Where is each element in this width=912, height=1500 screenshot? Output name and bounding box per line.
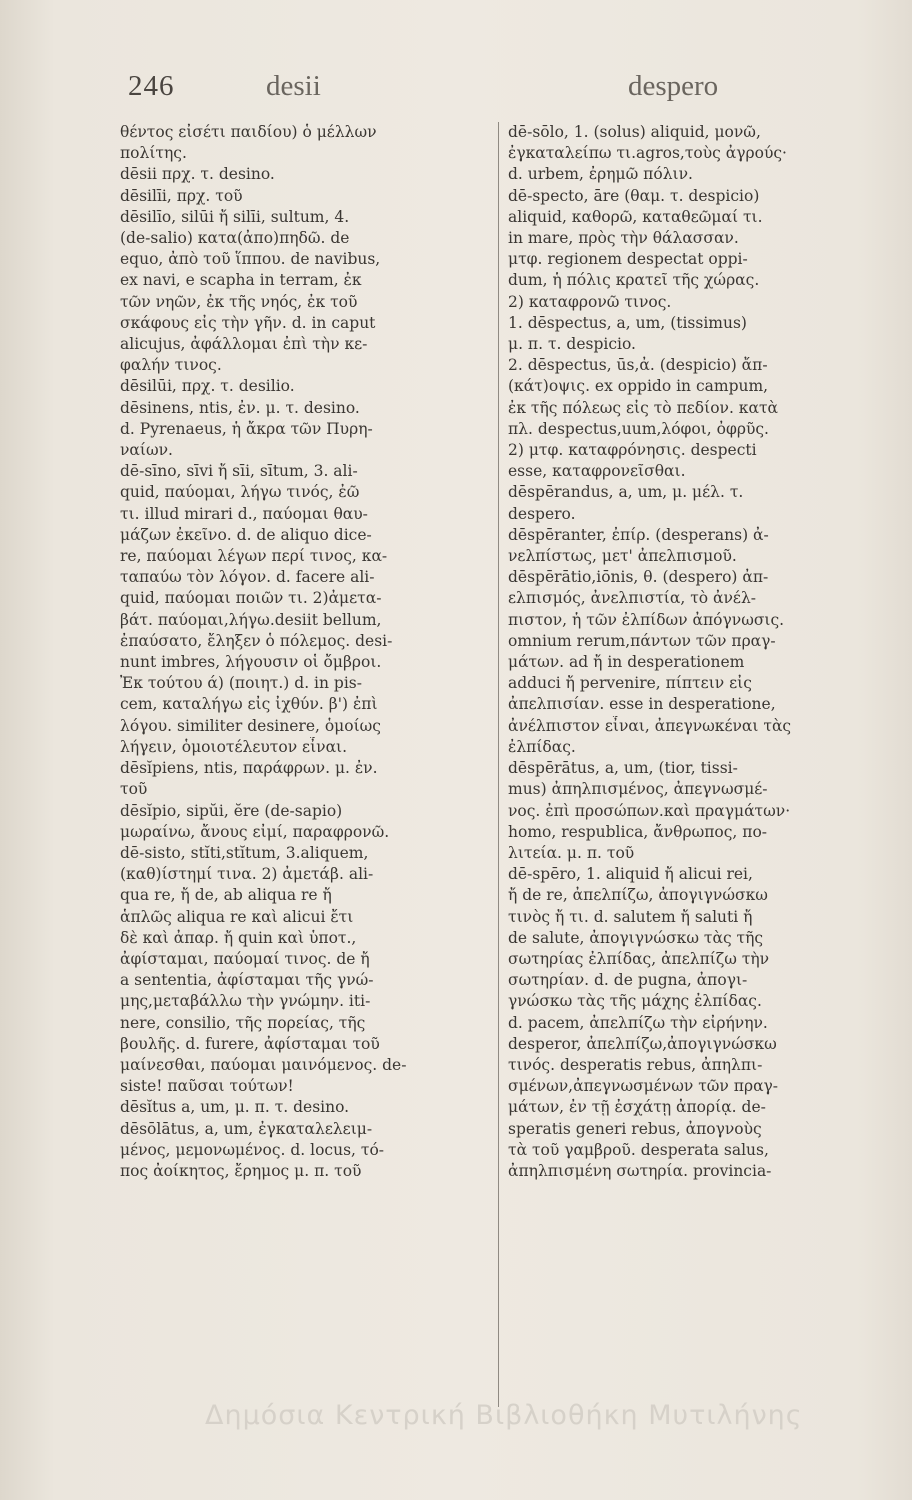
entry-line: ἁπλῶς aliqua re καὶ alicui ἔτι [120, 907, 354, 926]
entry-line: dē-specto, āre (θαμ. τ. despicio) [508, 186, 760, 205]
entry-line: βάτ. παύομαι,λήγω.desiit bellum, [120, 610, 382, 629]
entry-line: μάζων ἐκεῖνο. d. de aliquo dice- [120, 525, 372, 544]
entry-line: dēsinens, ntis, ἐν. μ. τ. desino. [120, 398, 360, 417]
entry-line: νος. ἐπὶ προσώπων.καὶ πραγμάτων· [508, 801, 791, 820]
entry-line: speratis generi rebus, ἀπογνοὺς [508, 1119, 762, 1138]
entry-line: a sententia, ἀφίσταμαι τῆς γνώ- [120, 971, 374, 990]
entry-line: d. pacem, ἀπελπίζω τὴν εἰρήνην. [508, 1013, 768, 1032]
entry-line: νελπίστως, μετ' ἀπελπισμοῦ. [508, 547, 737, 566]
entry-line: ἤ de re, ἀπελπίζω, ἀπογιγνώσκω [508, 886, 768, 905]
entry-line: omnium rerum,πάντων τῶν πραγ- [508, 631, 776, 650]
entry-line: qua re, ἤ de, ab aliqua re ἤ [120, 886, 332, 905]
entry-line: 2) καταφρονῶ τινος. [508, 292, 672, 311]
entry-line: dē-sōlo, 1. (solus) aliquid, μονῶ, [508, 123, 761, 141]
entry-line: σκάφους εἰς τὴν γῆν. d. in caput [120, 313, 376, 332]
entry-line: ἀνέλπιστον εἶναι, ἀπεγνωκέναι τὰς [508, 716, 792, 735]
entry-line: ταπαύω τὸν λόγον. d. facere ali- [120, 568, 375, 587]
entry-line: μαίνεσθαι, παύομαι μαινόμενος. de- [120, 1055, 407, 1074]
entry-line: dēsilīo, silūi ἤ silīi, sultum, 4. [120, 207, 350, 226]
entry-line: πολίτης. [120, 144, 187, 163]
entry-line: τῶν νηῶν, ἐκ τῆς νηός, ἐκ τοῦ [120, 292, 358, 311]
entry-line: ex navi, e scapha in terram, ἐκ [120, 271, 362, 290]
entry-line: ἐγκαταλείπω τι.agros,τοὺς ἀγρούς· [508, 144, 787, 163]
entry-line: ναίων. [120, 441, 173, 460]
entry-line: μης,μεταβάλλω τὴν γνώμην. iti- [120, 992, 371, 1011]
entry-line: ἐκ τῆς πόλεως εἰς τὸ πεδίον. κατὰ [508, 398, 779, 417]
entry-line: τινὸς ἤ τι. d. salutem ἤ saluti ἤ [508, 907, 753, 926]
entry-line: θέντος εἰσέτι παιδίου) ὁ μέλλων [120, 123, 377, 141]
left-column [120, 122, 498, 1182]
right-guide-word: despero [628, 70, 719, 102]
entry-line: cem, καταλήγω εἰς ἰχθύν. β') ἐπὶ [120, 695, 378, 714]
entry-line: 2) μτφ. καταφρόνησις. despecti [508, 441, 757, 460]
entry-line: dēsĭpio, sipŭi, ĕre (de-sapio) [120, 801, 343, 820]
entry-line: τινός. desperatis rebus, ἀπηλπι- [508, 1055, 763, 1074]
entry-line: μένος, μεμονωμένος. d. locus, τό- [120, 1140, 385, 1159]
entry-line: τὰ τοῦ γαμβροῦ. desperata salus, [508, 1140, 769, 1159]
entry-line: homo, respublica, ἄνθρωπος, πο- [508, 822, 768, 841]
entry-line: adduci ἤ pervenire, πίπτειν εἰς [508, 674, 752, 693]
entry-line: dēsilūi, πρχ. τ. desilio. [120, 377, 295, 396]
entry-line: ελπισμός, ἀνελπιστία, τὸ ἀνέλ- [508, 589, 757, 608]
entry-line: λιτεία. μ. π. τοῦ [508, 843, 635, 862]
entry-line: (de-salio) κατα(ἀπο)πηδῶ. de [120, 229, 350, 248]
entry-line: ἀπηλπισμένη σωτηρία. provincia- [508, 1161, 772, 1180]
entry-line: d. Pyrenaeus, ἡ ἄκρα τῶν Πυρη- [120, 419, 373, 438]
entry-line: dē-sisto, stĭti,stĭtum, 3.aliquem, [120, 843, 369, 862]
page-number: 246 [128, 70, 175, 102]
entry-line: σμένων,ἀπεγνωσμένων τῶν πραγ- [508, 1077, 779, 1096]
entry-line: ἀφίσταμαι, παύομαί τινος. de ἤ [120, 949, 370, 968]
entry-line: Ἐκ τούτου ά) (ποιητ.) d. in pis- [120, 674, 362, 693]
entry-line: quid, παύομαι, λήγω τινός, ἐῶ [120, 483, 360, 502]
entry-line: τοῦ [120, 780, 148, 799]
entry-line: πος ἀοίκητος, ἔρημος μ. π. τοῦ [120, 1161, 362, 1180]
entry-line: dēsii πρχ. τ. desino. [120, 165, 275, 184]
entry-line: dēsĭtus a, um, μ. π. τ. desino. [120, 1098, 350, 1117]
entry-line: dum, ἡ πόλις κρατεῖ τῆς χώρας. [508, 271, 760, 290]
entry-line: re, παύομαι λέγων περί τινος, κα- [120, 547, 388, 566]
entry-line: μάτων, ἐν τῇ ἐσχάτῃ ἀπορίᾳ. de- [508, 1098, 766, 1117]
entry-line: esse, καταφρονεῖσθαι. [508, 462, 686, 481]
entry-line: μ. π. τ. despicio. [508, 335, 636, 354]
entry-line: ἐλπίδας. [508, 737, 576, 756]
entry-line: d. urbem, ἐρημῶ πόλιν. [508, 165, 693, 184]
entry-line: μωραίνω, ἄνους εἰμί, παραφρονῶ. [120, 822, 390, 841]
entry-line: dēspērātus, a, um, (tior, tissi- [508, 759, 738, 778]
entry-line: dēspērātio,iōnis, θ. (despero) ἀπ- [508, 568, 769, 587]
right-column [508, 122, 886, 1182]
entry-line: δὲ καὶ ἀπαρ. ἤ quin καὶ ὑποτ., [120, 928, 357, 947]
entry-line: μάτων. ad ἤ in desperationem [508, 653, 745, 672]
entry-line: dē-spēro, 1. aliquid ἤ alicui rei, [508, 865, 753, 884]
entry-line: (καθ)ίστημί τινα. 2) ἀμετάβ. ali- [120, 865, 374, 884]
entry-line: λήγειν, ὁμοιοτέλευτον εἶναι. [120, 737, 348, 756]
entry-line: dē-sīno, sīvi ἤ sīi, sītum, 3. ali- [120, 462, 358, 481]
entry-line: (κάτ)οψις. ex oppido in campum, [508, 377, 769, 396]
library-watermark: Δημόσια Κεντρική Βιβλιοθήκη Μυτιλήνης [205, 1400, 803, 1431]
entry-line: βουλῆς. d. furere, ἀφίσταμαι τοῦ [120, 1034, 380, 1053]
entry-line: πιστον, ἡ τῶν ἐλπίδων ἀπόγνωσις. [508, 610, 785, 629]
entry-line: desperor, ἀπελπίζω,ἀπογιγνώσκω [508, 1034, 777, 1053]
entry-line: despero. [508, 504, 576, 523]
entry-line: quid, παύομαι ποιῶν τι. 2)ἀμετα- [120, 589, 382, 608]
entry-line: mus) ἀπηλπισμένος, ἀπεγνωσμέ- [508, 780, 768, 799]
entry-line: dēsilīi, πρχ. τοῦ [120, 186, 243, 205]
entry-line: 2. dēspectus, ūs,ἀ. (despicio) ἄπ- [508, 356, 768, 375]
page-header [128, 70, 748, 120]
entry-line: dēsĭpiens, ntis, παράφρων. μ. ἐν. [120, 759, 378, 778]
entry-line: alicujus, ἀφάλλομαι ἐπὶ τὴν κε- [120, 335, 368, 354]
entry-line: dēspērandus, a, um, μ. μέλ. τ. [508, 483, 744, 502]
entry-line: φαλήν τινος. [120, 356, 222, 375]
entry-line: in mare, πρὸς τὴν θάλασσαν. [508, 229, 739, 248]
entry-line: ἐπαύσατο, ἔληξεν ὁ πόλεμος. desi- [120, 631, 393, 650]
entry-line: de salute, ἀπογιγνώσκω τὰς τῆς [508, 928, 764, 947]
entry-line: aliquid, καθορῶ, καταθεῶμαί τι. [508, 207, 763, 226]
entry-line: σωτηρίαν. d. de pugna, ἀπογι- [508, 971, 748, 990]
entry-line: σωτηρίας ἐλπίδας, ἀπελπίζω τὴν [508, 949, 770, 968]
entry-line: equo, ἀπὸ τοῦ ἵππου. de navibus, [120, 250, 381, 269]
entry-line: μτφ. regionem despectat oppi- [508, 250, 748, 269]
entry-line: πλ. despectus,uum,λόφοι, ὀφρῦς. [508, 419, 769, 438]
entry-line: nere, consilio, τῆς πορείας, τῆς [120, 1013, 366, 1032]
entry-line: nunt imbres, λήγουσιν οἱ ὄμβροι. [120, 653, 382, 672]
left-guide-word: desii [266, 70, 321, 102]
entry-line: τι. illud mirari d., παύομαι θαυ- [120, 504, 368, 523]
entry-line: dēspēranter, ἐπίρ. (desperans) ἀ- [508, 525, 769, 544]
column-divider [498, 122, 499, 1407]
entry-line: 1. dēspectus, a, um, (tissimus) [508, 313, 747, 332]
entry-line: γνώσκω τὰς τῆς μάχης ἐλπίδας. [508, 992, 762, 1011]
entry-line: dēsōlātus, a, um, ἐγκαταλελειμ- [120, 1119, 373, 1138]
entry-line: ἀπελπισίαν. esse in desperatione, [508, 695, 776, 714]
entry-line: siste! παῦσαι τούτων! [120, 1077, 294, 1096]
entry-line: λόγου. similiter desinere, ὁμοίως [120, 716, 381, 735]
